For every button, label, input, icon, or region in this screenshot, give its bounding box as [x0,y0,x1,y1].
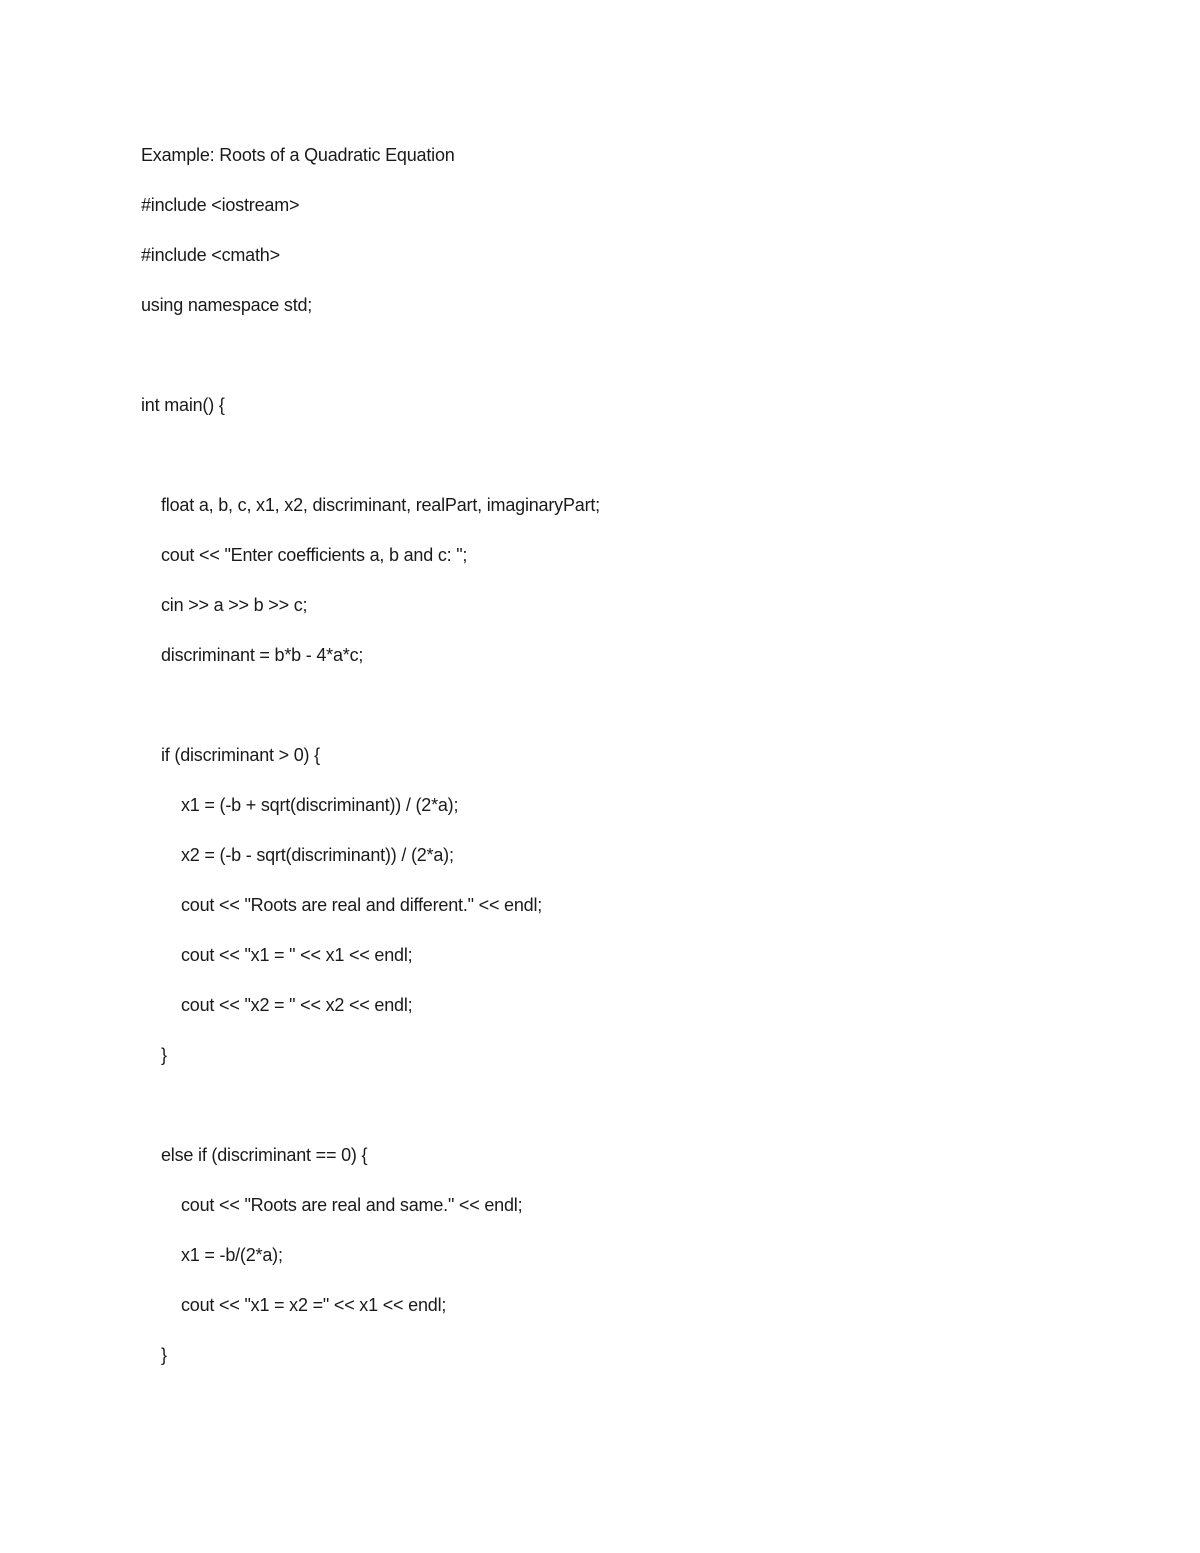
document-title: Example: Roots of a Quadratic Equation [141,145,455,165]
code-line-real-different-output: cout << "Roots are real and different." << endl; [181,895,543,915]
code-line-real-same-output: cout << "Roots are real and same." << endl; [181,1195,523,1215]
code-line-variable-declarations: float a, b, c, x1, x2, discriminant, realPart, imaginaryPart; [161,495,600,515]
code-line-include-iostream: #include <iostream> [141,195,300,215]
code-line-if-positive: if (discriminant > 0) { [161,745,320,765]
code-line-using-namespace: using namespace std; [141,295,313,315]
code-line-x1-calc: x1 = (-b + sqrt(discriminant)) / (2*a); [181,795,459,815]
code-line-else-if-zero: else if (discriminant == 0) { [161,1145,368,1165]
code-line-prompt-output: cout << "Enter coefficients a, b and c: "; [161,545,468,565]
code-line-x1-x2-output: cout << "x1 = x2 =" << x1 << endl; [181,1295,447,1315]
code-line-main-signature: int main() { [141,395,225,415]
code-line-x2-output: cout << "x2 = " << x2 << endl; [181,995,413,1015]
code-line-else-if-close-brace: } [161,1345,167,1365]
code-line-x2-calc: x2 = (-b - sqrt(discriminant)) / (2*a); [181,845,454,865]
code-line-x1-output: cout << "x1 = " << x1 << endl; [181,945,413,965]
code-line-include-cmath: #include <cmath> [141,245,280,265]
code-line-if-close-brace: } [161,1045,167,1065]
code-line-discriminant-calc: discriminant = b*b - 4*a*c; [161,645,364,665]
code-line-x1-single-root: x1 = -b/(2*a); [181,1245,283,1265]
code-line-read-input: cin >> a >> b >> c; [161,595,308,615]
